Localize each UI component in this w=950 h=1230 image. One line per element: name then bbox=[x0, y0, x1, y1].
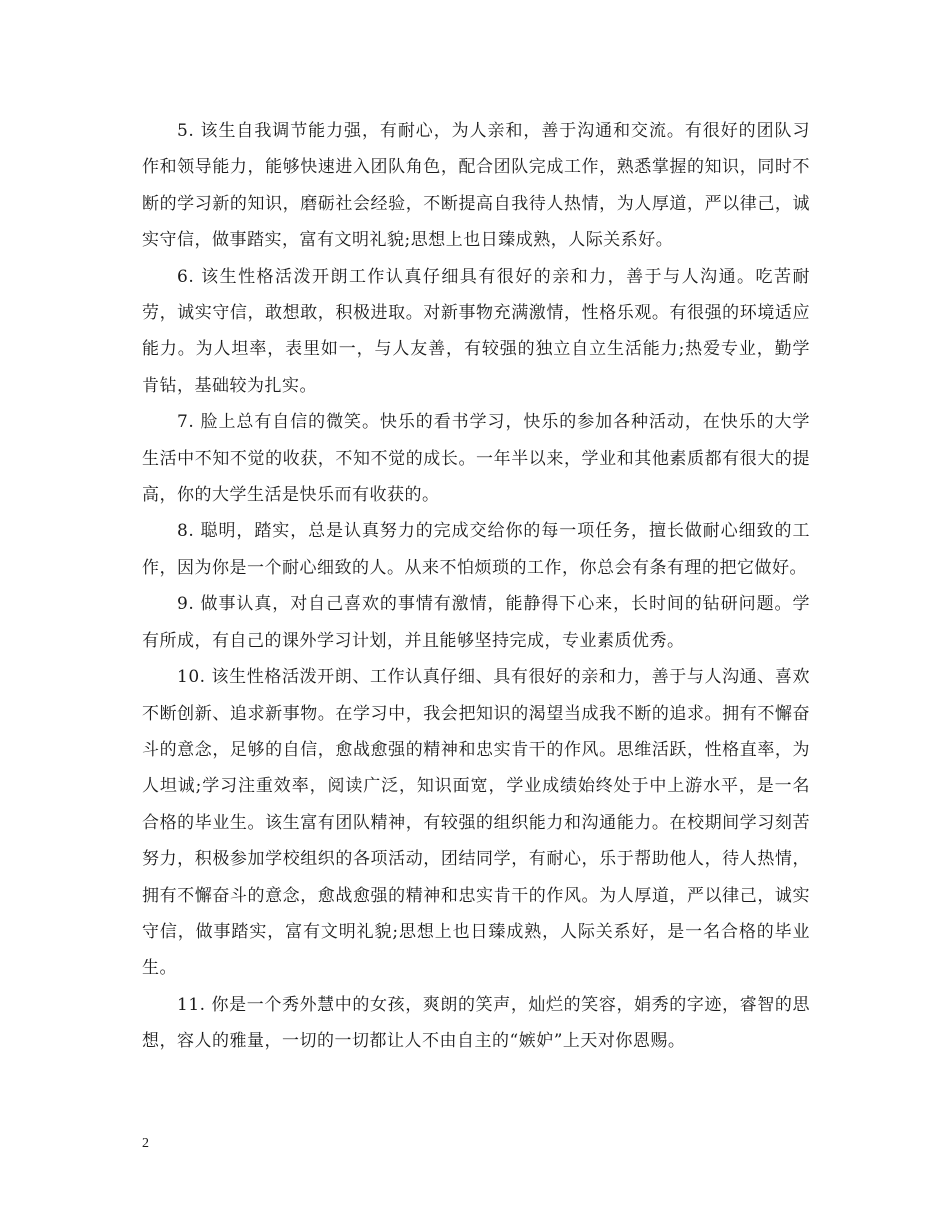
page-number: 2 bbox=[142, 1136, 149, 1151]
paragraph-9: 9. 做事认真，对自己喜欢的事情有激情，能静得下心来，长时间的钻研问题。学有所成，有自己的课外学习计划，并且能够坚持完成，专业素质优秀。 bbox=[142, 594, 810, 651]
paragraph-8: 8. 聪明，踏实，总是认真努力的完成交给你的每一项任务，擅长做耐心细致的工作，因为你是一个耐心细致的人。从来不怕烦琐的工作，你总会有条有理的把它做好。 bbox=[142, 521, 810, 578]
paragraph-5: 5. 该生自我调节能力强，有耐心，为人亲和，善于沟通和交流。有很好的团队习作和领导能力，能够快速进入团队角色，配合团队完成工作，熟悉掌握的知识，同时不断的学习新的知识，磨砺社会经验，不断提高自我待人热情，为人厚道，严以律己，诚实守信，做事踏实，富有文明礼貌;思想上也日臻成熟，人际关系好。 bbox=[142, 121, 810, 251]
paragraph-6: 6. 该生性格活泼开朗工作认真仔细具有很好的亲和力，善于与人沟通。吃苦耐劳，诚实守信，敢想敢，积极进取。对新事物充满激情，性格乐观。有很强的环境适应能力。为人坦率，表里如一，与人友善，有较强的独立自立生活能力;热爱专业，勤学肯钻，基础较为扎实。 bbox=[142, 266, 810, 396]
document-body bbox=[142, 113, 810, 1060]
paragraph-7: 7. 脸上总有自信的微笑。快乐的看书学习，快乐的参加各种活动，在快乐的大学生活中不知不觉的收获，不知不觉的成长。一年半以来，学业和其他素质都有很大的提高，你的大学生活是快乐而有收获的。 bbox=[142, 412, 810, 506]
paragraph-10: 10. 该生性格活泼开朗、工作认真仔细、具有很好的亲和力，善于与人沟通、喜欢不断创新、追求新事物。在学习中，我会把知识的渴望当成我不断的追求。拥有不懈奋斗的意念，足够的自信，愈战愈强的精神和忠实肯干的作风。思维活跃，性格直率，为人坦诚;学习注重效率，阅读广泛，知识面宽，学业成绩始终处于中上游水平，是一名合格的毕业生。该生富有团队精神，有较强的组织能力和沟通能力。在校期间学习刻苦努力，积极参加学校组织的各项活动，团结同学，有耐心，乐于帮助他人，待人热情，拥有不懈奋斗的意念，愈战愈强的精神和忠实肯干的作风。为人厚道，严以律己，诚实守信，做事踏实，富有文明礼貌;思想上也日臻成熟，人际关系好，是一名合格的毕业生。 bbox=[142, 667, 810, 979]
paragraph-11: 11. 你是一个秀外慧中的女孩，爽朗的笑声，灿烂的笑容，娟秀的字迹，睿智的思想，容人的雅量，一切的一切都让人不由自主的“嫉妒”上天对你恩赐。 bbox=[142, 994, 810, 1052]
